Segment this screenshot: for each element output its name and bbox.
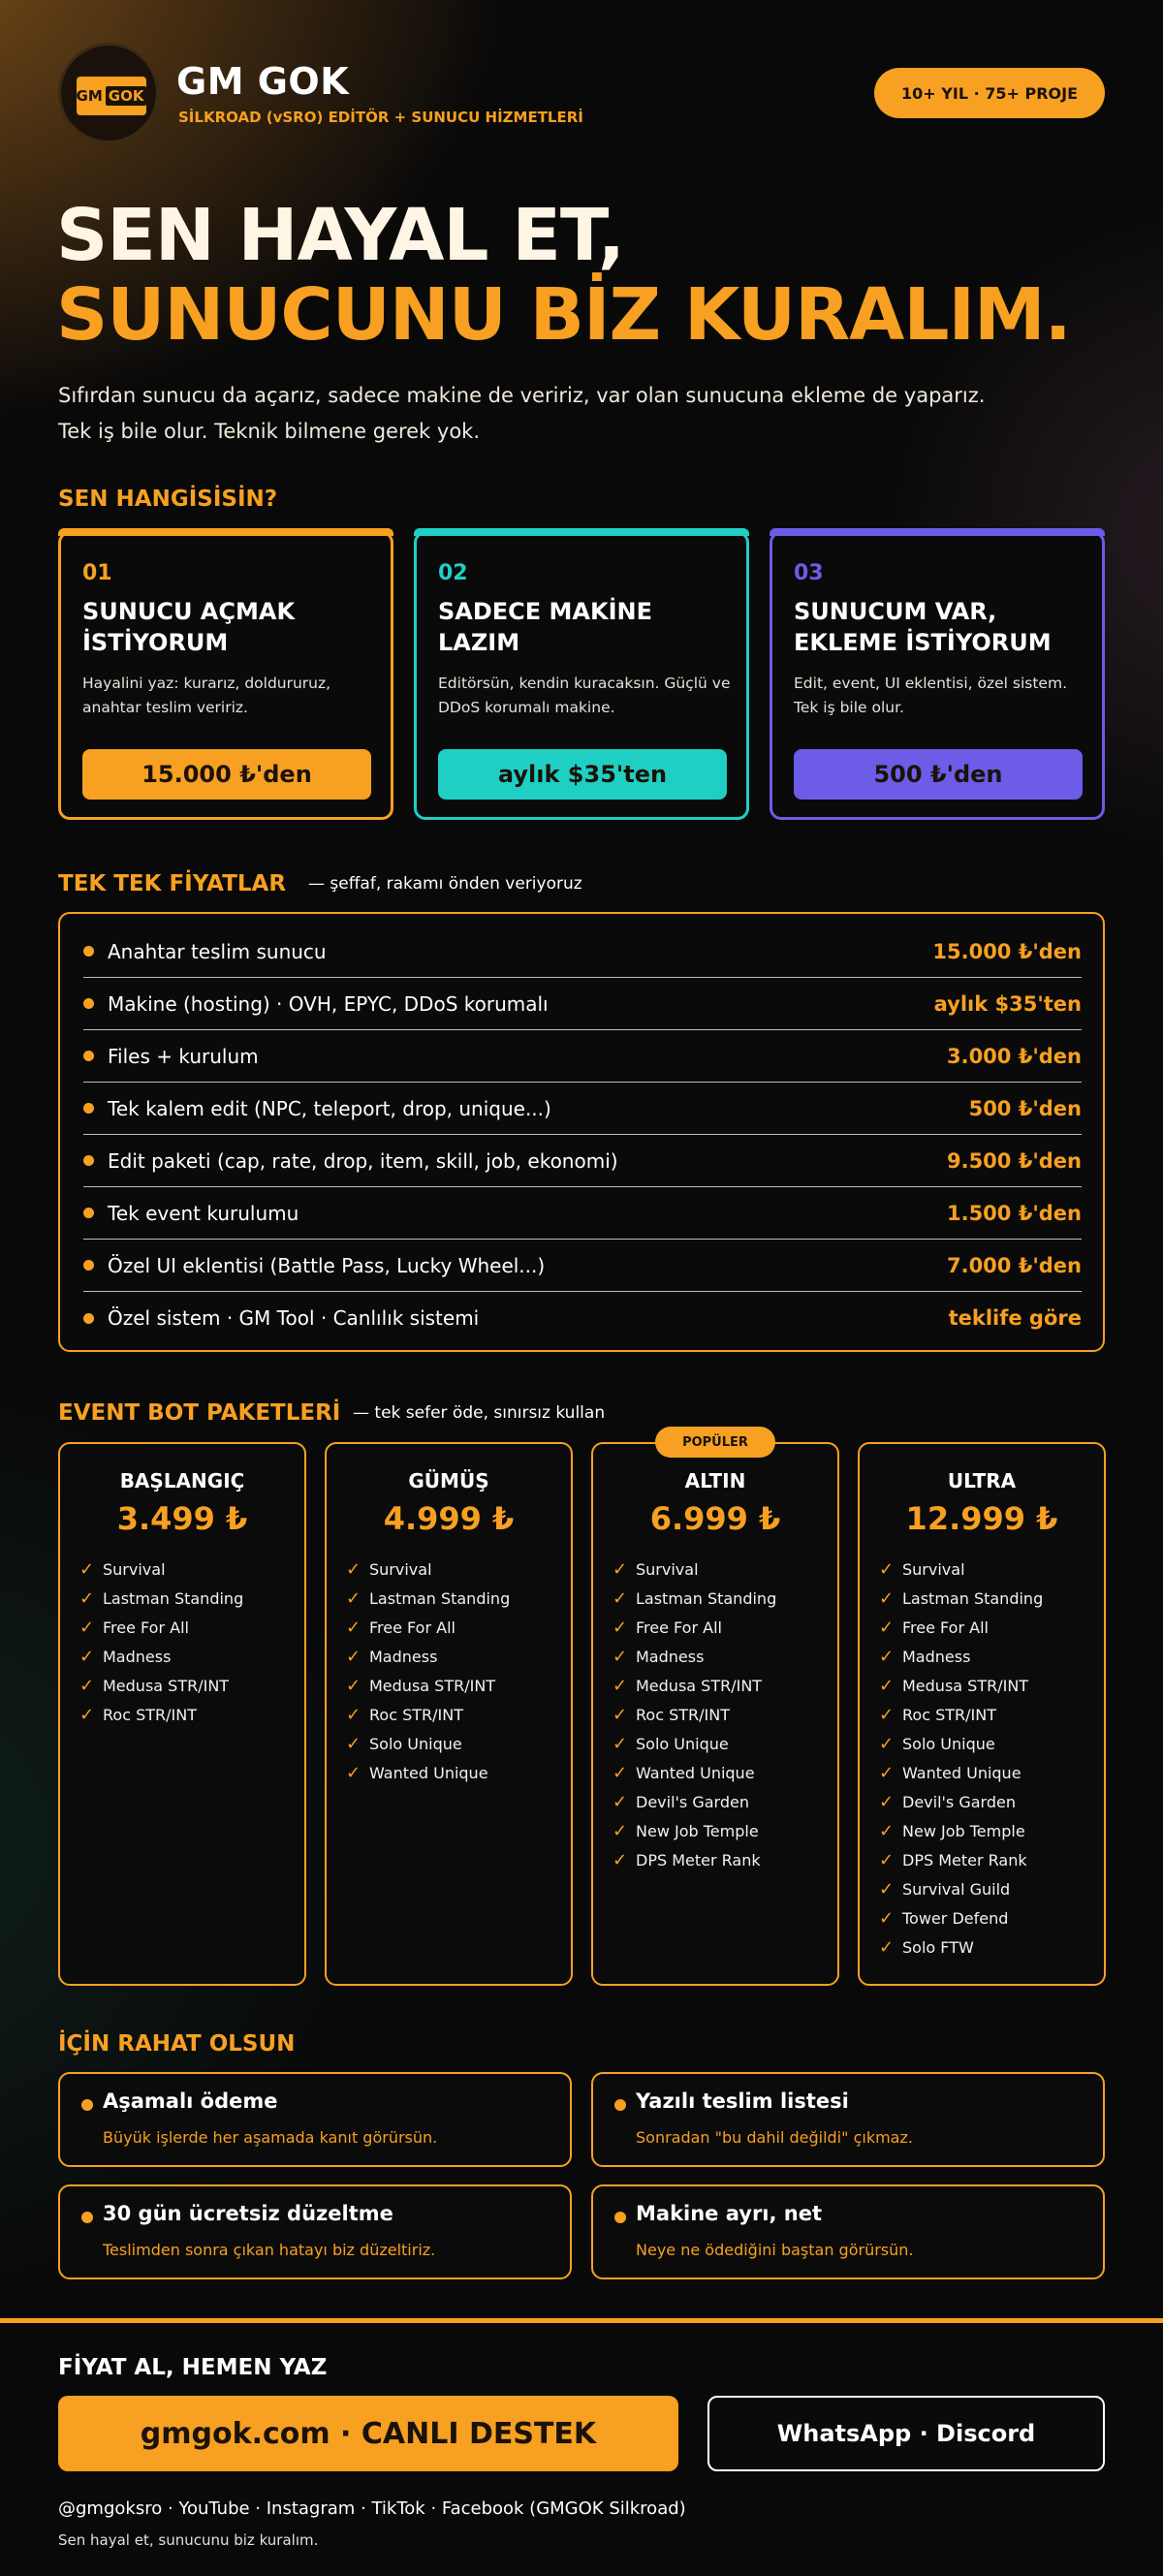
feature-label: Medusa STR/INT [902,1676,1029,1695]
feature-label: Madness [636,1647,705,1666]
check-icon: ✓ [613,1762,628,1783]
price-value: 9.500 ₺'den [946,1148,1082,1173]
check-icon: ✓ [79,1646,95,1667]
bullet-dot [83,1208,94,1218]
check-icon: ✓ [346,1617,361,1638]
feature-item [346,1555,510,1584]
bullet-dot [83,1155,94,1166]
experience-badge: 10+ YIL · 75+ PROJE [874,68,1105,118]
feature-label: Roc STR/INT [369,1705,463,1724]
feature-item [613,1671,776,1700]
check-icon: ✓ [613,1704,628,1725]
package-price: 4.999 ₺ [383,1500,515,1537]
bullet-dot [614,2212,626,2223]
card-accent-bar [58,528,393,536]
check-icon: ✓ [879,1675,895,1696]
feature-label: DPS Meter Rank [636,1850,761,1869]
feature-label: Medusa STR/INT [636,1676,763,1695]
feature-label: Wanted Unique [902,1763,1022,1782]
feature-label: Devil's Garden [902,1792,1016,1811]
price-label: Özel UI eklentisi (Battle Pass, Lucky Wheel...) [108,1253,546,1277]
feature-label: Free For All [369,1618,456,1637]
card-price-button[interactable]: aylık $35'ten [438,749,727,800]
feature-item [613,1729,776,1758]
bullet-dot [83,1313,94,1324]
card-price-button[interactable]: 15.000 ₺'den [82,749,371,800]
package-price: 12.999 ₺ [905,1500,1058,1537]
feature-item [879,1758,1043,1787]
package-price: 3.499 ₺ [116,1500,248,1537]
feature-label: Devil's Garden [636,1792,749,1811]
package-card-baslangic[interactable] [58,1442,306,1986]
feature-item [346,1642,510,1671]
feature-item [613,1555,776,1584]
package-card-altin[interactable] [591,1434,839,1986]
feature-item [79,1700,243,1729]
card-number: 01 [82,561,112,585]
price-label: Özel sistem · GM Tool · Canlılık sistemi [108,1306,480,1330]
check-icon: ✓ [879,1617,895,1638]
check-icon: ✓ [879,1878,895,1900]
price-row [83,978,1082,1030]
prices-section-note: — şeffaf, rakamı önden veriyoruz [308,874,582,894]
feature-item [346,1758,510,1787]
assurance-card [591,2072,1105,2167]
packages-section-title: EVENT BOT PAKETLERİ [58,1400,341,1426]
who-section-title: SEN HANGİSİSİN? [58,487,278,512]
feature-item [79,1671,243,1700]
check-icon: ✓ [346,1704,361,1725]
check-icon: ✓ [346,1733,361,1754]
feature-label: Madness [103,1647,172,1666]
price-label: Makine (hosting) · OVH, EPYC, DDoS korumalı [108,991,549,1016]
feature-label: Free For All [636,1618,722,1637]
feature-label: Solo Unique [636,1734,729,1753]
assurance-desc: Büyük işlerde her aşamada kanıt görürsün. [103,2128,438,2147]
check-icon: ✓ [879,1762,895,1783]
card-price-button[interactable]: 500 ₺'den [794,749,1083,800]
package-card-ultra[interactable] [858,1442,1106,1986]
check-icon: ✓ [879,1820,895,1841]
feature-item [79,1584,243,1613]
feature-label: Lastman Standing [902,1588,1044,1608]
check-icon: ✓ [346,1675,361,1696]
feature-item [79,1555,243,1584]
feature-item [879,1584,1043,1613]
price-label: Anahtar teslim sunucu [108,939,327,963]
card-accent-bar [414,528,749,536]
feature-label: Tower Defend [902,1908,1009,1928]
price-row [83,1030,1082,1083]
feature-item [613,1816,776,1845]
check-icon: ✓ [879,1907,895,1929]
whatsapp-discord-button[interactable]: WhatsApp · Discord [707,2396,1105,2471]
feature-label: Madness [902,1647,971,1666]
price-value: 15.000 ₺'den [932,939,1082,963]
logo[interactable] [58,43,159,143]
social-links[interactable]: @gmgoksro · YouTube · Instagram · TikTok · Facebook (GMGOK Silkroad) [58,2498,686,2519]
assurance-title: Yazılı teslim listesi [636,2089,849,2113]
card-description: Editörsün, kendin kuracaksın. Güçlü ve DDoS korumalı makine. [438,675,731,716]
feature-label: Survival [636,1559,699,1579]
check-icon: ✓ [613,1733,628,1754]
feature-label: Free For All [902,1618,989,1637]
feature-label: Survival [902,1559,965,1579]
feature-item [879,1932,1043,1962]
price-label: Tek event kurulumu [108,1201,299,1225]
who-card-1[interactable] [58,531,393,820]
package-card-gumus[interactable] [325,1442,573,1986]
footer-title: FİYAT AL, HEMEN YAZ [58,2355,328,2380]
feature-list [79,1555,243,1729]
bullet-dot [614,2099,626,2111]
who-card-3[interactable] [770,531,1105,820]
feature-item [79,1642,243,1671]
feature-label: Solo Unique [369,1734,462,1753]
feature-label: Lastman Standing [103,1588,244,1608]
assurance-desc: Neye ne ödediğini baştan görürsün. [636,2241,914,2259]
bullet-dot [81,2099,93,2111]
check-icon: ✓ [879,1704,895,1725]
logo-text-left: GM [76,87,103,105]
hero-desc-line1: Sıfırdan sunucu da açarız, sadece makine de veririz, var olan sunucuna ekleme de yaparız. [58,384,986,407]
feature-item [613,1584,776,1613]
price-value: 3.000 ₺'den [946,1044,1082,1068]
feature-label: Roc STR/INT [902,1705,996,1724]
price-list [58,912,1105,1352]
check-icon: ✓ [613,1558,628,1580]
package-name: ALTIN [684,1469,746,1492]
feature-label: Free For All [103,1618,189,1637]
feature-label: Medusa STR/INT [369,1676,496,1695]
feature-label: Lastman Standing [369,1588,511,1608]
card-title: SUNUCUM VAR, EKLEME İSTİYORUM [794,598,1052,656]
feature-item [879,1874,1043,1903]
hero-description [58,378,1124,450]
feature-item [613,1787,776,1816]
hero-title-line2: SUNUCUNU BİZ KURALIM. [56,273,1071,357]
check-icon: ✓ [79,1558,95,1580]
feature-label: Roc STR/INT [636,1705,730,1724]
feature-item [79,1613,243,1642]
assurance-card [591,2184,1105,2279]
card-number: 02 [438,561,468,585]
logo-text-right: GOK [106,86,147,106]
feature-label: Medusa STR/INT [103,1676,230,1695]
check-icon: ✓ [346,1558,361,1580]
feature-label: DPS Meter Rank [902,1850,1027,1869]
feature-label: Wanted Unique [369,1763,488,1782]
assurance-title: Makine ayrı, net [636,2202,823,2225]
package-name: BAŞLANGIÇ [119,1469,245,1492]
bullet-dot [81,2212,93,2223]
check-icon: ✓ [879,1791,895,1812]
feature-item [879,1613,1043,1642]
bullet-dot [83,1103,94,1114]
check-icon: ✓ [613,1646,628,1667]
popular-badge: POPÜLER [655,1427,775,1458]
feature-item [879,1729,1043,1758]
feature-list [613,1555,776,1874]
hero-desc-line2: Tek iş bile olur. Teknik bilmene gerek yok. [58,420,481,443]
card-description: Edit, event, UI eklentisi, özel sistem. Tek iş bile olur. [794,675,1067,716]
check-icon: ✓ [79,1704,95,1725]
bullet-dot [83,1051,94,1061]
feature-item [879,1700,1043,1729]
feature-item [346,1671,510,1700]
check-icon: ✓ [613,1675,628,1696]
card-title: SADECE MAKİNE LAZIM [438,598,653,656]
package-name: ULTRA [947,1469,1017,1492]
price-row [83,1135,1082,1187]
price-value: teklife göre [948,1306,1082,1330]
price-row [83,1083,1082,1135]
feature-label: New Job Temple [636,1821,759,1840]
feature-label: Roc STR/INT [103,1705,197,1724]
check-icon: ✓ [346,1762,361,1783]
website-support-button[interactable]: gmgok.com · CANLI DESTEK [58,2396,678,2471]
price-value: 500 ₺'den [968,1096,1082,1120]
feature-item [346,1729,510,1758]
prices-section-title: TEK TEK FİYATLAR [58,871,287,896]
feature-item [613,1613,776,1642]
price-row [83,1187,1082,1240]
feature-item [879,1845,1043,1874]
footer-divider [0,2318,1163,2323]
feature-label: Solo Unique [902,1734,995,1753]
feature-label: Survival [369,1559,432,1579]
feature-item [879,1671,1043,1700]
feature-item [613,1642,776,1671]
feature-label: Survival Guild [902,1879,1011,1899]
footer-tagline: Sen hayal et, sunucunu biz kuralım. [58,2531,319,2549]
check-icon: ✓ [879,1587,895,1609]
package-price: 6.999 ₺ [649,1500,781,1537]
assurance-card [58,2184,572,2279]
feature-item [879,1816,1043,1845]
logo-badge [77,77,146,115]
price-value: 1.500 ₺'den [946,1201,1082,1225]
price-label: Files + kurulum [108,1044,259,1068]
price-value: aylık $35'ten [933,991,1082,1016]
bullet-dot [83,1260,94,1271]
price-row [83,1240,1082,1292]
card-title: SUNUCU AÇMAK İSTİYORUM [82,598,296,656]
check-icon: ✓ [613,1820,628,1841]
feature-label: Lastman Standing [636,1588,777,1608]
who-card-2[interactable] [414,531,749,820]
check-icon: ✓ [613,1849,628,1870]
feature-list [346,1555,510,1787]
feature-label: Madness [369,1647,438,1666]
feature-item [613,1845,776,1874]
price-label: Edit paketi (cap, rate, drop, item, skill, job, ekonomi) [108,1148,618,1173]
card-description: Hayalini yaz: kurarız, doldururuz, anahtar teslim veririz. [82,675,331,716]
feature-item [879,1787,1043,1816]
card-accent-bar [770,528,1105,536]
check-icon: ✓ [346,1587,361,1609]
assurance-card [58,2072,572,2167]
check-icon: ✓ [879,1733,895,1754]
assurance-desc: Sonradan "bu dahil değildi" çıkmaz. [636,2128,913,2147]
comfort-section-title: İÇİN RAHAT OLSUN [58,2031,296,2057]
feature-list [879,1555,1043,1962]
feature-label: Solo FTW [902,1937,974,1957]
check-icon: ✓ [79,1617,95,1638]
check-icon: ✓ [79,1675,95,1696]
brand-name: GM GOK [176,60,350,103]
feature-label: New Job Temple [902,1821,1025,1840]
feature-label: Wanted Unique [636,1763,755,1782]
feature-item [879,1555,1043,1584]
price-row [83,1292,1082,1344]
feature-item [879,1642,1043,1671]
header [58,43,1105,143]
feature-item [613,1758,776,1787]
assurance-desc: Teslimden sonra çıkan hatayı biz düzeltiriz. [103,2241,436,2259]
check-icon: ✓ [613,1587,628,1609]
feature-item [346,1700,510,1729]
price-label: Tek kalem edit (NPC, teleport, drop, unique...) [108,1096,551,1120]
bullet-dot [83,998,94,1009]
feature-item [879,1903,1043,1932]
assurance-title: 30 gün ücretsiz düzeltme [103,2202,393,2225]
package-name: GÜMÜŞ [408,1469,489,1492]
card-number: 03 [794,561,824,585]
check-icon: ✓ [879,1849,895,1870]
packages-section-note: — tek sefer öde, sınırsız kullan [353,1403,606,1423]
price-row [83,926,1082,978]
feature-item [613,1700,776,1729]
price-value: 7.000 ₺'den [946,1253,1082,1277]
check-icon: ✓ [613,1617,628,1638]
bullet-dot [83,946,94,957]
check-icon: ✓ [879,1936,895,1958]
feature-label: Survival [103,1559,166,1579]
check-icon: ✓ [613,1791,628,1812]
check-icon: ✓ [879,1558,895,1580]
check-icon: ✓ [346,1646,361,1667]
feature-item [346,1584,510,1613]
brand-subtitle: SİLKROAD (vSRO) EDİTÖR + SUNUCU HİZMETLERİ [178,109,583,126]
check-icon: ✓ [879,1646,895,1667]
assurance-title: Aşamalı ödeme [103,2089,278,2113]
hero-title-line1: SEN HAYAL ET, [56,194,624,277]
check-icon: ✓ [79,1587,95,1609]
feature-item [346,1613,510,1642]
